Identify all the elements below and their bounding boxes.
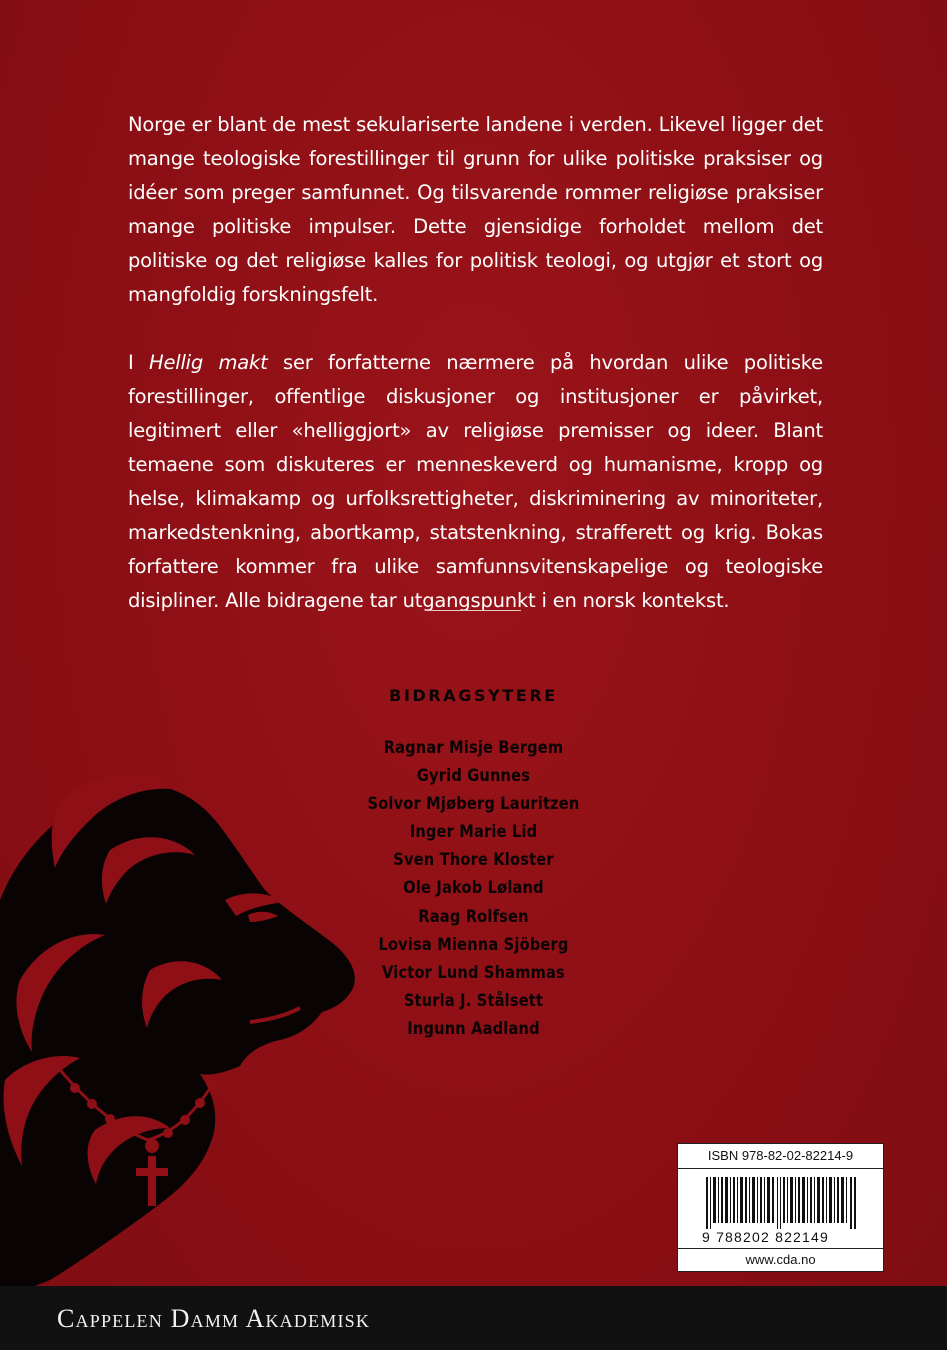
publisher-url: www.cda.no (678, 1248, 883, 1271)
divider-line (426, 610, 521, 611)
book-title: Hellig makt (148, 351, 268, 374)
blurb-paragraph-2-prefix: I (128, 351, 149, 374)
isbn-barcode-box (677, 1143, 884, 1272)
barcode-icon (706, 1177, 856, 1229)
contributor-name: Victor Lund Shammas (382, 962, 565, 983)
contributor-name: Ole Jakob Løland (403, 878, 544, 899)
contributor-name: Gyrid Gunnes (416, 766, 531, 787)
contributor-name: Lovisa Mienna Sjöberg (378, 934, 569, 955)
isbn-label: ISBN 978-82-02-82214-9 (678, 1144, 883, 1169)
contributor-name: Inger Marie Lid (409, 822, 538, 843)
barcode-digits: 9 788202 822149 (702, 1229, 829, 1245)
publisher-footer (0, 1286, 947, 1350)
contributor-name: Raag Rolfsen (418, 906, 529, 927)
blurb-text (128, 108, 823, 618)
publisher-name: Cappelen Damm Akademisk (57, 1304, 371, 1333)
contributor-name: Ragnar Misje Bergem (383, 738, 564, 758)
contributor-name: Ingunn Aadland (407, 1018, 540, 1039)
blurb-paragraph-2 (128, 346, 823, 618)
contributor-name: Solvor Mjøberg Lauritzen (367, 794, 580, 815)
blurb-paragraph-2-rest: ser forfatterne nærmere på hvordan ulike politiske forestillinger, offentlige diskusjoner og institusjoner er påvirket, legitimert eller «helliggjort» av religiøse premisser og ideer. Blant temaene som diskuteres er menneskeverd og humanisme, kropp og helse, klimakamp og urfolksrettigheter, diskriminering av minoriteter, markedstenkning, abortkamp, statstenkning, strafferett og krig. Bokas forfattere kommer fra ulike samfunnsvitenskapelige og teologiske disipliner. Alle bidragene tar utgangspunkt i en norsk kontekst. (128, 351, 823, 612)
lion-icon (0, 740, 400, 1300)
blurb-paragraph-1: Norge er blant de mest sekulariserte landene i verden. Likevel ligger det mange teologiske forestillinger til grunn for ulike politiske praksiser og idéer som preger samfunnet. Og tilsvarende rommer religiøse praksiser mange politiske impulser. Dette gjensidige forholdet mellom det politiske og det religiøse kalles for politisk teologi, og utgjør et stort og mangfoldig forskningsfelt. (128, 113, 823, 306)
contributor-name: Sturla J. Stålsett (403, 990, 544, 1011)
contributors-heading: BIDRAGSYTERE (389, 686, 558, 705)
contributor-name: Sven Thore Kloster (393, 850, 554, 871)
